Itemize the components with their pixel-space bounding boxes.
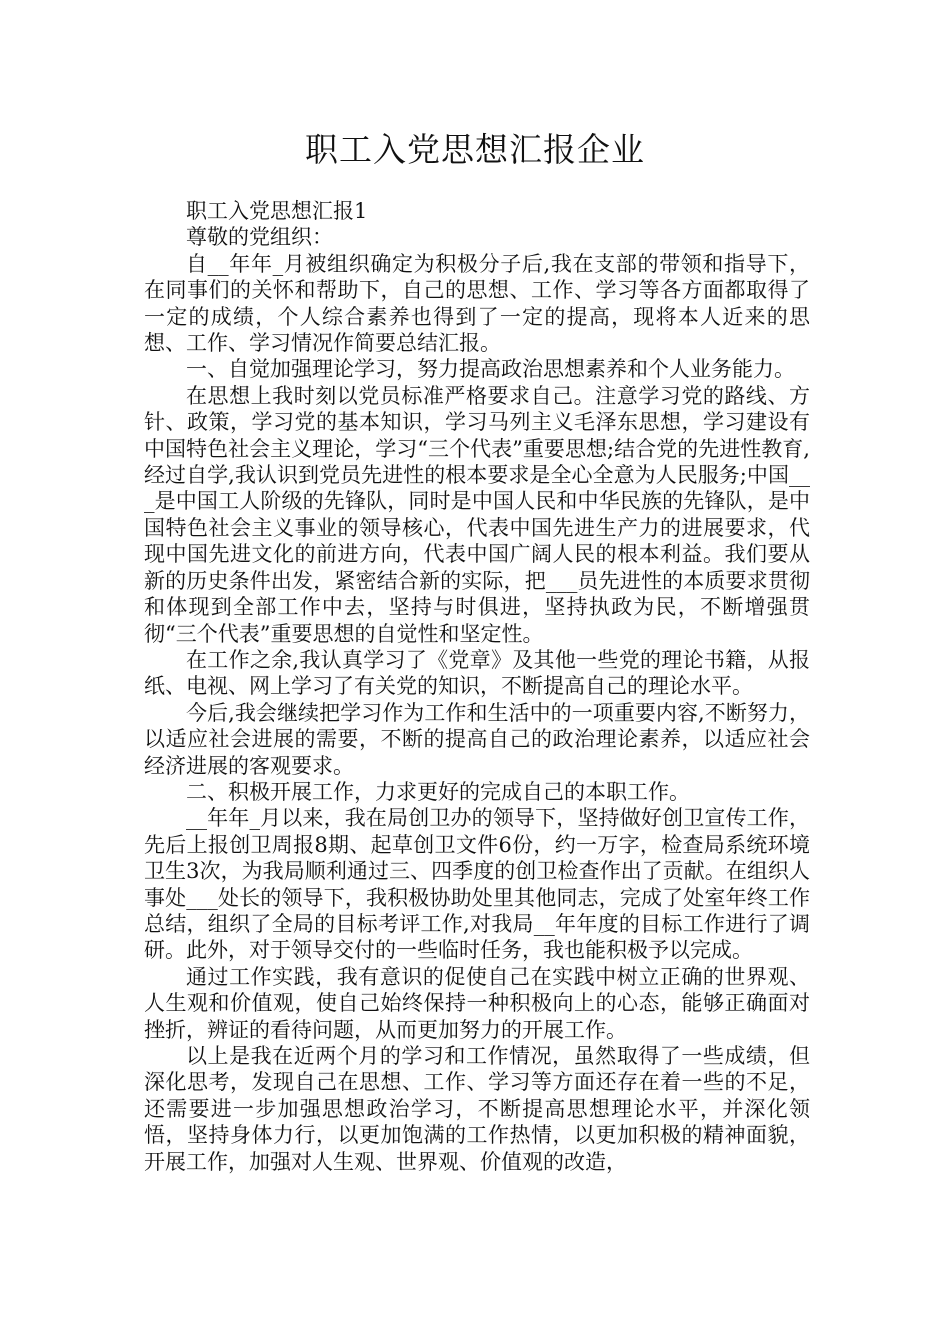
paragraph-future: 今后,我会继续把学习作为工作和生活中的一项重要内容,不断努力，以适应社会进展的需要，不断的提高自己的政治理论素养，以适应社会经济进展的客观要求。 [144, 700, 810, 778]
paragraph-summary: 以上是我在近两个月的学习和工作情况，虽然取得了一些成绩，但深化思考，发现自己在思想、工作、学习等方面还存在着一些的不足，还需要进一步加强思想政治学习，不断提高思想理论水平，并深化领悟，坚持身体力行，以更加饱满的工作热情，以更加积极的精神面貌，开展工作，加强对人生观、世界观、价值观的改造， [144, 1044, 810, 1174]
paragraph-salutation: 尊敬的党组织： [186, 225, 333, 250]
paragraph-heading: 职工入党思想汇报1 [186, 199, 368, 223]
section-heading-2: 二、积极开展工作，力求更好的完成自己的本职工作。 [186, 779, 690, 804]
paragraph-theory: 在思想上我时刻以党员标准严格要求自己。注意学习党的路线、方针、政策，学习党的基本知识，学习马列主义毛泽东思想，学习建设有中国特色社会主义理论，学习“三个代表”重要思想;结合党的先进性教育,经过自学,我认识到党员先进性的根本要求是全心全意为人民服务;中国___是中国工人阶级的先锋队，同时是中国人民和中华民族的先锋队，是中国特色社会主义事业的领导核心，代表中国先进生产力的进展要求，代现中国先进文化的前进方向，代表中国广阔人民的根本利益。我们要从新的历史条件出发，紧密结合新的实际，把___员先进性的本质要求贯彻和体现到全部工作中去，坚持与时俱进，坚持执政为民，不断增强贯彻“三个代表”重要思想的自觉性和坚定性。 [144, 383, 810, 646]
section-heading-1: 一、自觉加强理论学习，努力提高政治思想素养和个人业务能力。 [186, 357, 795, 382]
document-body [144, 198, 810, 1175]
paragraph-intro: 自__年年_月被组织确定为积极分子后,我在支部的带领和指导下，在同事们的关怀和帮助下，自己的思想、工作、学习等各方面都取得了一定的成绩，个人综合素养也得到了一定的提高，现将本人近来的思想、工作、学习情况作简要总结汇报。 [144, 251, 810, 356]
paragraph-study: 在工作之余,我认真学习了《党章》及其他一些党的理论书籍，从报纸、电视、网上学习了有关党的知识，不断提高自己的理论水平。 [144, 647, 810, 699]
document-title: 职工入党思想汇报企业 [305, 130, 645, 169]
paragraph-practice: 通过工作实践，我有意识的促使自己在实践中树立正确的世界观、人生观和价值观，使自己始终保持一种积极向上的心态，能够正确面对挫折，辨证的看待问题，从而更加努力的开展工作。 [144, 964, 810, 1042]
paragraph-work: __年年_月以来，我在局创卫办的领导下，坚持做好创卫宣传工作，先后上报创卫周报8期、起草创卫文件6份，约一万字，检查局系统环境卫生3次，为我局顺利通过三、四季度的创卫检查作出了贡献。在组织人事处___处长的领导下，我积极协助处里其他同志，完成了处室年终工作总结，组织了全局的目标考评工作,对我局__年年度的目标工作进行了调研。此外，对于领导交付的一些临时任务，我也能积极予以完成。 [144, 806, 810, 963]
